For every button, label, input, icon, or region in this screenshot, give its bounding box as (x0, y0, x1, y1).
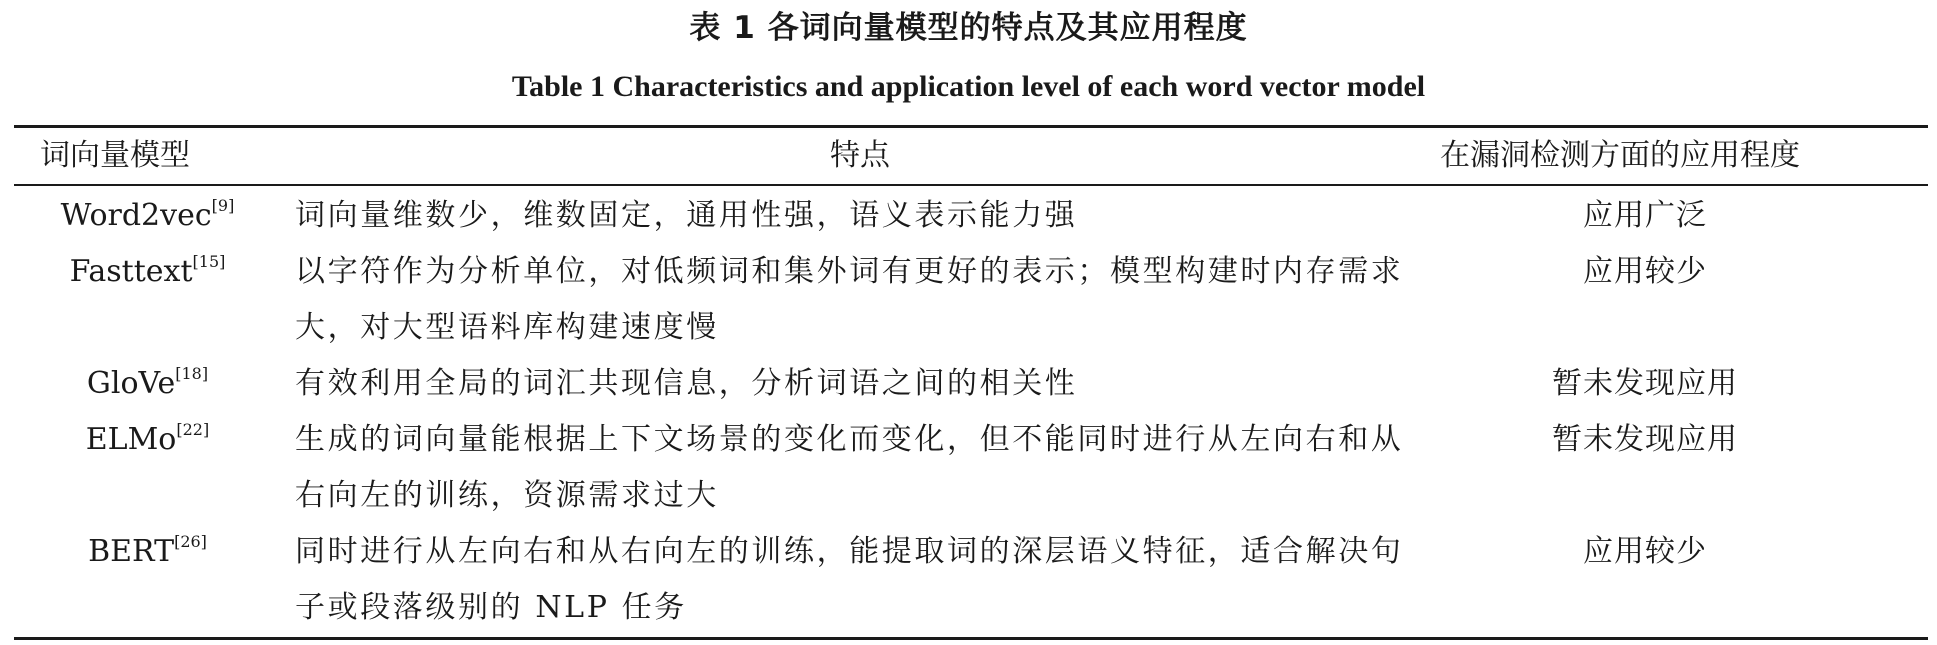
table-caption-chinese: 表 1 各词向量模型的特点及其应用程度 (689, 10, 1248, 46)
table-top-rule (14, 125, 1928, 128)
table-row (0, 524, 1937, 636)
feature-cell: 以字符作为分析单位，对低频词和集外词有更好的表示；模型构建时内存需求大，对大型语料库构建速度慢 (295, 254, 1404, 345)
feature-cell: 同时进行从左向右和从右向左的训练，能提取词的深层语义特征，适合解决句子或段落级别的 NLP 任务 (295, 534, 1404, 625)
column-header-application: 在漏洞检测方面的应用程度 (1440, 138, 1800, 173)
table-row (0, 356, 1937, 412)
application-cell: 暂未发现应用 (1552, 366, 1738, 401)
table-row (0, 244, 1937, 356)
table-caption-english: Table 1 Characteristics and application level of each word vector model (511, 70, 1426, 103)
model-cell (0, 356, 295, 412)
model-name: BERT (88, 534, 175, 569)
table-body (0, 188, 1937, 636)
model-name: ELMo (85, 422, 177, 457)
column-header-feature: 特点 (830, 138, 890, 173)
reference-marker: [18] (175, 364, 209, 383)
table-row (0, 188, 1937, 244)
model-cell (0, 524, 295, 580)
application-cell: 应用较少 (1583, 534, 1707, 569)
application-cell: 应用较少 (1583, 254, 1707, 289)
feature-cell: 生成的词向量能根据上下文场景的变化而变化，但不能同时进行从左向右和从右向左的训练，资源需求过大 (295, 422, 1404, 513)
table-header-rule (14, 184, 1928, 186)
column-header-model: 词向量模型 (40, 138, 190, 173)
model-cell (0, 244, 295, 300)
application-cell: 应用广泛 (1583, 198, 1707, 233)
model-cell (0, 412, 295, 468)
table-bottom-rule (14, 637, 1928, 640)
model-cell (0, 188, 295, 244)
application-cell: 暂未发现应用 (1552, 422, 1738, 457)
feature-cell: 词向量维数少，维数固定，通用性强，语义表示能力强 (295, 198, 1078, 233)
reference-marker: [15] (192, 252, 226, 271)
model-name: Word2vec (60, 198, 212, 233)
feature-cell: 有效利用全局的词汇共现信息，分析词语之间的相关性 (295, 366, 1078, 401)
reference-marker: [9] (211, 196, 235, 215)
reference-marker: [22] (176, 420, 210, 439)
model-name: GloVe (86, 366, 176, 401)
table-row (0, 412, 1937, 524)
reference-marker: [26] (174, 532, 207, 551)
model-name: Fasttext (69, 254, 193, 289)
